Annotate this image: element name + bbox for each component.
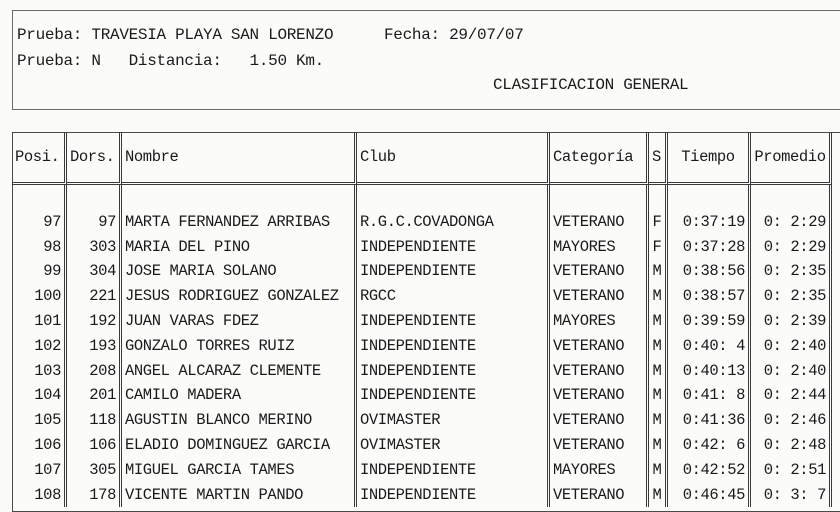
bib-cell: 208 — [67, 359, 122, 384]
position-cell: 98 — [12, 235, 67, 260]
sex-cell: F — [649, 235, 668, 260]
event-date: Fecha: 29/07/07 — [384, 26, 524, 44]
bib-cell: 178 — [67, 483, 122, 508]
name-cell: ANGEL ALCARAZ CLEMENTE — [122, 359, 357, 384]
position-cell: 107 — [12, 458, 67, 483]
average-cell: 0: 2:35 — [751, 284, 832, 309]
club-cell: INDEPENDIENTE — [357, 235, 550, 260]
name-cell: ELADIO DOMINGUEZ GARCIA — [122, 433, 357, 458]
event-name: Prueba: TRAVESIA PLAYA SAN LORENZO — [17, 26, 334, 44]
name-cell: JOSE MARIA SOLANO — [122, 259, 357, 284]
col-header-category: Categoría — [550, 132, 649, 185]
bib-cell: 303 — [67, 235, 122, 260]
table-row — [12, 284, 832, 309]
table-row — [12, 383, 832, 408]
position-cell: 103 — [12, 359, 67, 384]
name-cell: GONZALO TORRES RUIZ — [122, 334, 357, 359]
club-cell: RGCC — [357, 284, 550, 309]
name-cell: AGUSTIN BLANCO MERINO — [122, 408, 357, 433]
club-cell: INDEPENDIENTE — [357, 483, 550, 508]
time-cell: 0:41: 8 — [668, 383, 751, 408]
sex-cell: M — [649, 334, 668, 359]
time-cell: 0:42: 6 — [668, 433, 751, 458]
bib-cell: 304 — [67, 259, 122, 284]
time-cell: 0:37:28 — [668, 235, 751, 260]
time-cell: 0:38:57 — [668, 284, 751, 309]
category-cell: VETERANO — [550, 383, 649, 408]
position-cell: 99 — [12, 259, 67, 284]
average-cell: 0: 2:44 — [751, 383, 832, 408]
average-cell: 0: 2:40 — [751, 359, 832, 384]
time-cell: 0:46:45 — [668, 483, 751, 508]
average-cell: 0: 2:40 — [751, 334, 832, 359]
club-cell: R.G.C.COVADONGA — [357, 210, 550, 235]
bib-cell: 221 — [67, 284, 122, 309]
spacer-cell — [67, 185, 122, 210]
time-cell: 0:37:19 — [668, 210, 751, 235]
sex-cell: M — [649, 408, 668, 433]
table-header-row — [12, 132, 832, 185]
average-cell: 0: 2:48 — [751, 433, 832, 458]
average-cell: 0: 3: 7 — [751, 483, 832, 508]
position-cell: 108 — [12, 483, 67, 508]
position-cell: 101 — [12, 309, 67, 334]
average-cell: 0: 2:51 — [751, 458, 832, 483]
name-cell: MARIA DEL PINO — [122, 235, 357, 260]
col-header-pos: Posi. — [12, 132, 67, 185]
category-cell: VETERANO — [550, 334, 649, 359]
club-cell: INDEPENDIENTE — [357, 259, 550, 284]
position-cell: 104 — [12, 383, 67, 408]
time-cell: 0:38:56 — [668, 259, 751, 284]
bib-cell: 192 — [67, 309, 122, 334]
club-cell: INDEPENDIENTE — [357, 309, 550, 334]
category-cell: VETERANO — [550, 259, 649, 284]
spacer-cell — [550, 185, 649, 210]
spacer-cell — [122, 185, 357, 210]
category-cell: VETERANO — [550, 408, 649, 433]
position-cell: 97 — [12, 210, 67, 235]
table-row — [12, 259, 832, 284]
bib-cell: 193 — [67, 334, 122, 359]
category-cell: VETERANO — [550, 210, 649, 235]
bib-cell: 118 — [67, 408, 122, 433]
sex-cell: M — [649, 483, 668, 508]
time-cell: 0:40: 4 — [668, 334, 751, 359]
col-header-club: Club — [357, 132, 550, 185]
bib-cell: 201 — [67, 383, 122, 408]
table-row — [12, 334, 832, 359]
sex-cell: M — [649, 383, 668, 408]
name-cell: JESUS RODRIGUEZ GONZALEZ — [122, 284, 357, 309]
sex-cell: M — [649, 309, 668, 334]
club-cell: INDEPENDIENTE — [357, 334, 550, 359]
table-row — [12, 309, 832, 334]
sex-cell: M — [649, 458, 668, 483]
category-cell: MAYORES — [550, 309, 649, 334]
spacer-cell — [12, 185, 67, 210]
event-distance: Prueba: N Distancia: 1.50 Km. — [17, 52, 324, 70]
col-header-sex: S — [649, 132, 668, 185]
name-cell: JUAN VARAS FDEZ — [122, 309, 357, 334]
table-row — [12, 359, 832, 384]
time-cell: 0:40:13 — [668, 359, 751, 384]
spacer-cell — [357, 185, 550, 210]
col-header-dors: Dors. — [67, 132, 122, 185]
category-cell: MAYORES — [550, 458, 649, 483]
sex-cell: F — [649, 210, 668, 235]
classification-title: CLASIFICACION GENERAL — [493, 76, 689, 94]
name-cell: CAMILO MADERA — [122, 383, 357, 408]
time-cell: 0:41:36 — [668, 408, 751, 433]
bib-cell: 97 — [67, 210, 122, 235]
sex-cell: M — [649, 284, 668, 309]
table-body — [12, 185, 832, 507]
time-cell: 0:42:52 — [668, 458, 751, 483]
col-header-time: Tiempo — [668, 132, 751, 185]
sex-cell: M — [649, 433, 668, 458]
position-cell: 105 — [12, 408, 67, 433]
name-cell: MIGUEL GARCIA TAMES — [122, 458, 357, 483]
name-cell: MARTA FERNANDEZ ARRIBAS — [122, 210, 357, 235]
spacer-cell — [751, 185, 832, 210]
table-row — [12, 433, 832, 458]
table-spacer — [12, 185, 832, 210]
bib-cell: 106 — [67, 433, 122, 458]
category-cell: VETERANO — [550, 284, 649, 309]
club-cell: OVIMASTER — [357, 408, 550, 433]
average-cell: 0: 2:39 — [751, 309, 832, 334]
average-cell: 0: 2:29 — [751, 210, 832, 235]
average-cell: 0: 2:29 — [751, 235, 832, 260]
club-cell: INDEPENDIENTE — [357, 458, 550, 483]
results-table — [12, 132, 832, 507]
spacer-cell — [668, 185, 751, 210]
bib-cell: 305 — [67, 458, 122, 483]
position-cell: 106 — [12, 433, 67, 458]
time-cell: 0:39:59 — [668, 309, 751, 334]
category-cell: MAYORES — [550, 235, 649, 260]
category-cell: VETERANO — [550, 359, 649, 384]
club-cell: INDEPENDIENTE — [357, 359, 550, 384]
col-header-name: Nombre — [122, 132, 357, 185]
club-cell: INDEPENDIENTE — [357, 383, 550, 408]
table-row — [12, 458, 832, 483]
name-cell: VICENTE MARTIN PANDO — [122, 483, 357, 508]
spacer-cell — [649, 185, 668, 210]
category-cell: VETERANO — [550, 433, 649, 458]
average-cell: 0: 2:46 — [751, 408, 832, 433]
sex-cell: M — [649, 359, 668, 384]
position-cell: 100 — [12, 284, 67, 309]
position-cell: 102 — [12, 334, 67, 359]
category-cell: VETERANO — [550, 483, 649, 508]
club-cell: OVIMASTER — [357, 433, 550, 458]
col-header-average: Promedio — [751, 132, 832, 185]
table-row — [12, 235, 832, 260]
average-cell: 0: 2:35 — [751, 259, 832, 284]
table-row — [12, 408, 832, 433]
table-row — [12, 210, 832, 235]
sex-cell: M — [649, 259, 668, 284]
